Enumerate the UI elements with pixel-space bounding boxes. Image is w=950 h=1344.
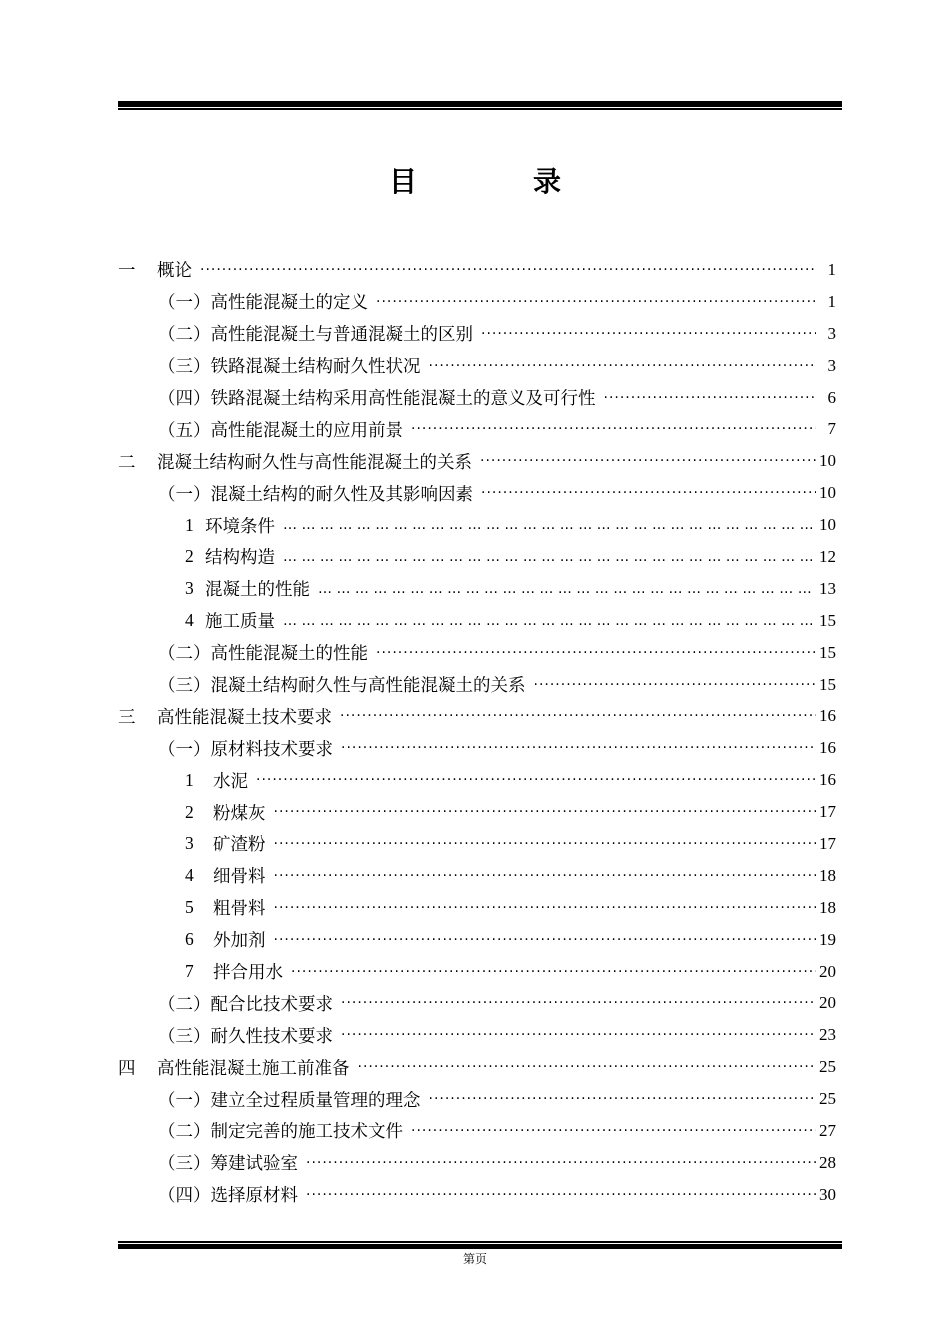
toc-entry[interactable] (118, 956, 836, 988)
toc-entry-number: （三） (158, 357, 211, 378)
toc-leader-dots (480, 454, 816, 468)
toc-entry-page: 18 (819, 865, 836, 885)
toc-entry[interactable] (118, 1083, 836, 1115)
toc-entry-label: 矿渣粉 (213, 835, 266, 856)
toc-entry-label: 概论 (157, 261, 192, 282)
toc-entry-label: 粗骨料 (213, 899, 266, 920)
toc-entry-page: 16 (819, 706, 836, 726)
toc-entry-number: （二） (158, 325, 211, 346)
toc-leader-dots (411, 422, 816, 436)
toc-entry[interactable] (118, 892, 836, 924)
toc-entry-page: 16 (819, 738, 836, 758)
toc-entry-number: （一） (158, 739, 211, 760)
footer-rule-thick (118, 1244, 842, 1249)
toc-entry-page: 13 (819, 578, 836, 598)
toc-entry-page: 25 (819, 1089, 836, 1109)
toc-leader-dots (429, 1092, 817, 1106)
toc-leader-dots (283, 550, 816, 564)
toc-entry-page: 28 (819, 1152, 836, 1172)
toc-leader-dots (341, 1028, 816, 1042)
toc-entry-page: 18 (819, 897, 836, 917)
toc-entry-label: 结构构造 (205, 548, 275, 569)
toc-entry[interactable] (118, 637, 836, 669)
toc-entry-page: 25 (819, 1057, 836, 1077)
toc-leader-dots (200, 263, 816, 277)
toc-entry[interactable] (118, 860, 836, 892)
toc-entry-number: 三 (118, 707, 136, 728)
toc-entry-number: （一） (158, 1090, 211, 1111)
toc-entry[interactable] (118, 541, 836, 573)
header-rule-thick (118, 101, 842, 107)
toc-leader-dots (274, 869, 817, 883)
toc-leader-dots (283, 614, 816, 628)
footer-rule-thin (118, 1241, 842, 1243)
toc-entry-page: 15 (819, 674, 836, 694)
toc-leader-dots (306, 1156, 816, 1170)
toc-entry[interactable] (118, 764, 836, 796)
toc-leader-dots (283, 518, 816, 532)
toc-entry-label: 混凝土的性能 (205, 580, 310, 601)
toc-entry-label: 制定完善的施工技术文件 (210, 1122, 403, 1143)
toc-entry-number: （五） (158, 420, 211, 441)
toc-entry-label: 粉煤灰 (213, 803, 266, 824)
toc-leader-dots (274, 805, 817, 819)
toc-entry-page: 6 (827, 387, 836, 407)
toc-entry-number: （三） (158, 676, 211, 697)
toc-leader-dots (411, 1124, 816, 1138)
toc-entry-number: 1 (185, 514, 194, 535)
toc-entry-label: 高性能混凝土与普通混凝土的区别 (210, 325, 473, 346)
toc-entry-number: （四） (158, 389, 211, 409)
toc-leader-dots (376, 646, 816, 660)
toc-entry[interactable] (118, 350, 836, 382)
toc-entry-number: 四 (118, 1058, 136, 1079)
toc-entry-number: 二 (118, 452, 136, 473)
toc-leader-dots (604, 391, 817, 405)
toc-entry[interactable] (118, 1051, 836, 1083)
toc-entry-label: 配合比技术要求 (210, 994, 333, 1015)
toc-entry[interactable] (118, 445, 836, 477)
toc-entry-page: 10 (819, 451, 836, 471)
toc-entry-label: 混凝土结构耐久性与高性能混凝土的关系 (157, 452, 472, 473)
toc-entry[interactable] (118, 286, 836, 318)
toc-leader-dots (274, 901, 817, 915)
toc-entry-number: （四） (158, 1186, 211, 1207)
toc-entry-number: （二） (158, 994, 211, 1015)
toc-entry-number: （一） (158, 484, 211, 505)
toc-entry[interactable] (118, 318, 836, 350)
toc-entry-page: 10 (819, 515, 836, 535)
toc-leader-dots (481, 327, 816, 341)
toc-entry-label: 高性能混凝土技术要求 (157, 707, 332, 728)
toc-entry-page: 3 (827, 355, 836, 375)
toc-entry-page: 3 (827, 323, 836, 343)
toc-entry-number: 3 (185, 578, 194, 599)
toc-entry-label: 水泥 (213, 771, 248, 792)
page-title: 目 录 (388, 165, 605, 198)
toc-entry-label: 高性能混凝土的定义 (210, 293, 368, 314)
toc-entry-number: （一） (158, 293, 211, 314)
toc-entry[interactable] (118, 1179, 836, 1211)
toc-entry[interactable] (118, 796, 836, 828)
toc-leader-dots (318, 582, 816, 596)
toc-leader-dots (256, 773, 816, 787)
toc-entry-page: 23 (819, 1025, 836, 1045)
toc-entry-number: 4 (185, 865, 194, 886)
toc-leader-dots (340, 709, 816, 723)
toc-entry-page: 1 (827, 259, 836, 279)
toc-leader-dots (358, 1060, 817, 1074)
toc-entry-label: 筹建试验室 (210, 1154, 298, 1175)
toc-entry[interactable] (118, 605, 836, 637)
toc-entry-page: 12 (819, 546, 836, 566)
toc-leader-dots (376, 295, 816, 309)
toc-entry[interactable] (118, 987, 836, 1019)
toc-entry-page: 20 (819, 993, 836, 1013)
toc-entry-label: 环境条件 (205, 516, 275, 537)
toc-entry-label: 建立全过程质量管理的理念 (210, 1090, 421, 1111)
toc-entry-number: 1 (185, 769, 194, 790)
toc-entry-number: 2 (185, 546, 194, 567)
toc-entry-label: 铁路混凝土结构采用高性能混凝土的意义及可行性 (210, 389, 596, 409)
toc-entry[interactable] (118, 828, 836, 860)
toc-entry[interactable] (118, 732, 836, 764)
toc-entry-label: 高性能混凝土的应用前景 (210, 420, 403, 441)
toc-entry-number: （三） (158, 1026, 211, 1047)
toc-entry[interactable] (118, 573, 836, 605)
toc-entry-page: 10 (819, 483, 836, 503)
toc-leader-dots (341, 741, 816, 755)
toc-entry-number: 6 (185, 929, 194, 950)
toc-entry-page: 7 (827, 419, 836, 439)
toc-entry-page: 1 (827, 291, 836, 311)
toc-entry-number: 2 (185, 801, 194, 822)
toc-leader-dots (291, 965, 816, 979)
toc-leader-dots (341, 996, 816, 1010)
toc-entry[interactable] (118, 254, 836, 286)
toc-entry-label: 外加剂 (213, 931, 266, 952)
toc-entry-label: 拌合用水 (213, 963, 283, 984)
toc-entry-label: 细骨料 (213, 867, 266, 888)
toc-leader-dots (534, 678, 817, 692)
toc-entry-page: 15 (819, 610, 836, 630)
toc-entry-label: 耐久性技术要求 (210, 1026, 333, 1047)
toc-entry-label: 混凝土结构耐久性与高性能混凝土的关系 (210, 676, 526, 697)
toc-entry-number: 一 (118, 261, 136, 282)
toc-leader-dots (274, 933, 817, 947)
toc-entry-number: 3 (185, 833, 194, 854)
toc-entry[interactable] (118, 924, 836, 956)
toc-entry[interactable] (118, 1147, 836, 1179)
page-footer: 第页 (462, 1252, 487, 1266)
toc-entry[interactable] (118, 477, 836, 509)
toc-entry-label: 施工质量 (205, 612, 275, 633)
toc-leader-dots (306, 1188, 816, 1202)
toc-leader-dots (481, 486, 816, 500)
toc-entry-label: 高性能混凝土的性能 (210, 644, 368, 665)
toc-entry-number: 4 (185, 610, 194, 631)
toc-entry-page: 17 (819, 833, 836, 853)
toc-entry-number: 5 (185, 897, 194, 918)
toc-entry-label: 铁路混凝土结构耐久性状况 (210, 357, 421, 378)
toc-entry[interactable] (118, 382, 836, 414)
toc-leader-dots (429, 359, 817, 373)
toc-entry[interactable] (118, 509, 836, 541)
toc-entry-number: （二） (158, 644, 211, 665)
toc-entry-page: 30 (819, 1184, 836, 1204)
toc-leader-dots (274, 837, 817, 851)
toc-entry-page: 20 (819, 961, 836, 981)
toc-entry-page: 19 (819, 929, 836, 949)
toc-entry[interactable] (118, 669, 836, 701)
toc-entry[interactable] (118, 1019, 836, 1051)
table-of-contents (118, 254, 836, 1211)
toc-entry-page: 17 (819, 802, 836, 822)
toc-entry[interactable] (118, 413, 836, 445)
toc-entry-label: 原材料技术要求 (210, 739, 333, 760)
toc-entry-label: 选择原材料 (210, 1186, 298, 1207)
toc-entry-number: （二） (158, 1122, 211, 1143)
toc-entry-page: 27 (819, 1120, 836, 1140)
toc-entry[interactable] (118, 700, 836, 732)
toc-entry-label: 高性能混凝土施工前准备 (157, 1058, 350, 1079)
toc-entry-page: 16 (819, 770, 836, 790)
toc-entry-number: 7 (185, 961, 194, 982)
toc-entry[interactable] (118, 1115, 836, 1147)
toc-entry-number: （三） (158, 1154, 211, 1175)
toc-entry-label: 混凝土结构的耐久性及其影响因素 (210, 484, 473, 505)
header-rule-thin (118, 108, 842, 110)
toc-entry-page: 15 (819, 642, 836, 662)
